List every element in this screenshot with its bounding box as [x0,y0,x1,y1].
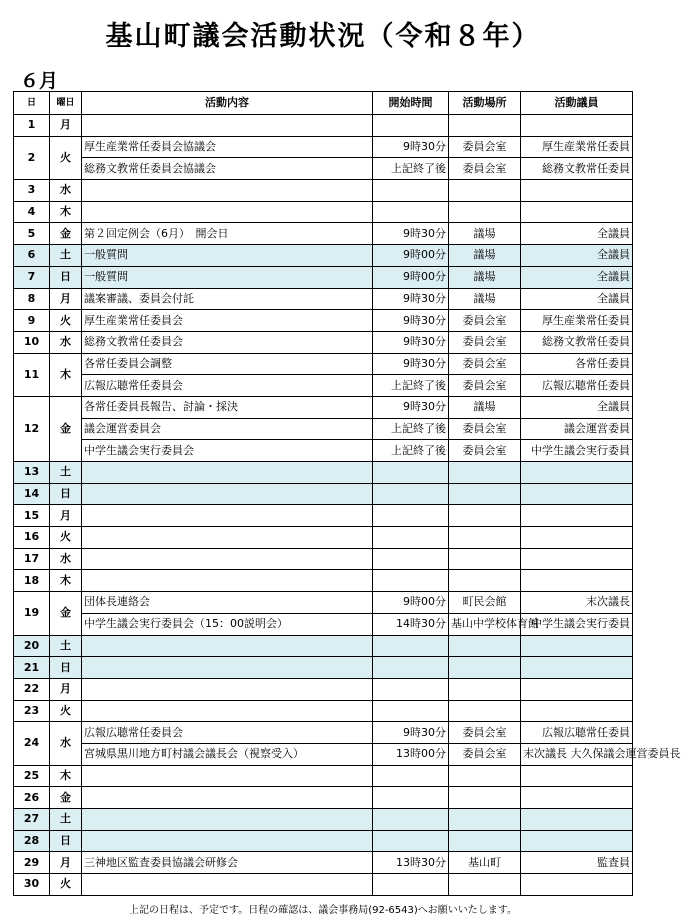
weekday-cell: 土 [50,245,82,267]
activity-cell [82,787,373,809]
activity-cell: 各常任委員長報告、討論・採決 [82,396,373,418]
place-cell: 議場 [449,288,521,310]
schedule-table [13,91,681,896]
members-cell: 総務文教常任委員 [521,331,633,353]
place-cell [449,787,521,809]
place-cell [449,678,521,700]
activity-cell: 厚生産業常任委員会協議会 [82,136,373,158]
activity-cell [82,765,373,787]
table-row [14,830,633,852]
activity-cell [82,115,373,137]
activity-cell: 総務文教常任委員会協議会 [82,158,373,180]
header-row [14,92,633,115]
weekday-cell: 月 [50,288,82,310]
activity-cell: 中学生議会実行委員会（15：00説明会） [82,613,373,635]
place-cell [449,201,521,223]
day-cell: 3 [14,180,50,202]
table-row [14,310,633,332]
table-row [14,678,633,700]
start-time-cell: 9時00分 [373,245,449,267]
members-cell: 中学生議会実行委員 [521,440,633,462]
members-cell: 全議員 [521,266,633,288]
members-cell: 議会運営委員 [521,418,633,440]
table-row [14,765,633,787]
start-time-cell [373,201,449,223]
day-cell: 19 [14,592,50,635]
place-cell: 委員会室 [449,743,521,765]
table-row [14,743,633,765]
activity-cell [82,570,373,592]
members-cell [521,527,633,549]
day-cell: 26 [14,787,50,809]
place-cell: 議場 [449,245,521,267]
weekday-cell: 火 [50,136,82,179]
place-cell: 議場 [449,396,521,418]
start-time-cell [373,830,449,852]
place-cell [449,635,521,657]
table-row [14,483,633,505]
start-time-cell [373,548,449,570]
table-row [14,418,633,440]
weekday-cell: 水 [50,548,82,570]
members-cell [521,115,633,137]
weekday-cell: 火 [50,874,82,896]
place-cell [449,483,521,505]
weekday-cell: 土 [50,809,82,831]
day-cell: 27 [14,809,50,831]
activity-cell [82,635,373,657]
start-time-cell [373,809,449,831]
place-cell [449,180,521,202]
activity-cell: 宮城県黒川地方町村議会議長会（視察受入） [82,743,373,765]
weekday-cell: 火 [50,310,82,332]
start-time-cell: 9時30分 [373,396,449,418]
start-time-cell [373,874,449,896]
members-cell: 全議員 [521,396,633,418]
members-cell: 監査員 [521,852,633,874]
start-time-cell: 上記終了後 [373,418,449,440]
weekday-cell: 火 [50,700,82,722]
table-row [14,288,633,310]
members-cell [521,548,633,570]
table-row [14,809,633,831]
weekday-cell: 木 [50,201,82,223]
weekday-cell: 水 [50,331,82,353]
start-time-cell [373,505,449,527]
start-time-cell [373,180,449,202]
place-cell [449,830,521,852]
start-time-cell: 9時30分 [373,288,449,310]
start-time-cell: 9時30分 [373,353,449,375]
activity-cell: 一般質問 [82,266,373,288]
table-row [14,505,633,527]
day-cell: 20 [14,635,50,657]
weekday-cell: 土 [50,462,82,484]
activity-cell: 中学生議会実行委員会 [82,440,373,462]
table-row [14,874,633,896]
start-time-cell: 9時30分 [373,223,449,245]
place-cell: 基山町 [449,852,521,874]
start-time-cell [373,787,449,809]
table-row [14,245,633,267]
day-cell: 18 [14,570,50,592]
members-cell [521,657,633,679]
members-cell [521,678,633,700]
header-activity: 活動内容 [82,92,373,115]
members-cell: 厚生産業常任委員 [521,136,633,158]
activity-cell: 広報広聴常任委員会 [82,722,373,744]
members-cell: 広報広聴常任委員 [521,375,633,397]
members-cell: 全議員 [521,223,633,245]
activity-cell: 三神地区監査委員協議会研修会 [82,852,373,874]
header-place: 活動場所 [449,92,521,115]
day-cell: 24 [14,722,50,765]
members-cell [521,787,633,809]
activity-cell [82,505,373,527]
day-cell: 28 [14,830,50,852]
members-cell [521,462,633,484]
activity-cell [82,874,373,896]
members-cell [521,505,633,527]
start-time-cell: 上記終了後 [373,158,449,180]
activity-cell: 総務文教常任委員会 [82,331,373,353]
activity-cell: 一般質問 [82,245,373,267]
table-row [14,570,633,592]
table-row [14,223,633,245]
place-cell: 委員会室 [449,310,521,332]
place-cell [449,505,521,527]
weekday-cell: 日 [50,657,82,679]
activity-cell: 議案審議、委員会付託 [82,288,373,310]
members-cell [521,830,633,852]
day-cell: 7 [14,266,50,288]
members-cell: 全議員 [521,245,633,267]
activity-cell [82,830,373,852]
members-cell [521,700,633,722]
start-time-cell: 13時30分 [373,852,449,874]
place-cell [449,527,521,549]
place-cell: 議場 [449,266,521,288]
day-cell: 25 [14,765,50,787]
place-cell [449,809,521,831]
day-cell: 13 [14,462,50,484]
day-cell: 2 [14,136,50,179]
day-cell: 23 [14,700,50,722]
table-row [14,657,633,679]
place-cell [449,765,521,787]
day-cell: 12 [14,396,50,461]
members-cell: 厚生産業常任委員 [521,310,633,332]
table-row [14,613,633,635]
activity-cell: 議会運営委員会 [82,418,373,440]
table-row [14,787,633,809]
start-time-cell [373,635,449,657]
start-time-cell [373,462,449,484]
start-time-cell: 上記終了後 [373,440,449,462]
start-time-cell [373,657,449,679]
table-row [14,136,633,158]
start-time-cell: 14時30分 [373,613,449,635]
place-cell: 委員会室 [449,375,521,397]
day-cell: 5 [14,223,50,245]
members-cell [521,483,633,505]
table-row [14,592,633,614]
activity-cell: 広報広聴常任委員会 [82,375,373,397]
place-cell [449,657,521,679]
table-row [14,180,633,202]
weekday-cell: 土 [50,635,82,657]
table-row [14,158,633,180]
weekday-cell: 月 [50,852,82,874]
activity-cell: 各常任委員会調整 [82,353,373,375]
weekday-cell: 木 [50,765,82,787]
activity-cell [82,548,373,570]
members-cell: 各常任委員 [521,353,633,375]
day-cell: 10 [14,331,50,353]
members-cell [521,635,633,657]
day-cell: 15 [14,505,50,527]
table-row [14,548,633,570]
day-cell: 21 [14,657,50,679]
start-time-cell: 上記終了後 [373,375,449,397]
day-cell: 8 [14,288,50,310]
start-time-cell [373,570,449,592]
members-cell: 末次議長 [521,592,633,614]
members-cell: 全議員 [521,288,633,310]
place-cell [449,874,521,896]
activity-cell: 団体長連絡会 [82,592,373,614]
place-cell: 委員会室 [449,722,521,744]
header-members: 活動議員 [521,92,633,115]
table-row [14,396,633,418]
activity-cell [82,657,373,679]
activity-cell [82,483,373,505]
day-cell: 4 [14,201,50,223]
weekday-cell: 日 [50,830,82,852]
weekday-cell: 金 [50,592,82,635]
activity-cell [82,700,373,722]
weekday-cell: 日 [50,483,82,505]
day-cell: 11 [14,353,50,396]
table-row [14,527,633,549]
weekday-cell: 水 [50,180,82,202]
start-time-cell: 9時30分 [373,722,449,744]
start-time-cell: 9時30分 [373,136,449,158]
table-row [14,266,633,288]
activity-cell: 厚生産業常任委員会 [82,310,373,332]
place-cell: 委員会室 [449,353,521,375]
weekday-cell: 水 [50,722,82,765]
activity-cell [82,462,373,484]
header-weekday: 曜日 [50,92,82,115]
members-cell: 中学生議会実行委員 [521,613,633,635]
table-row [14,852,633,874]
place-cell: 議場 [449,223,521,245]
weekday-cell: 月 [50,505,82,527]
activity-cell [82,527,373,549]
weekday-cell: 日 [50,266,82,288]
day-cell: 22 [14,678,50,700]
activity-cell [82,201,373,223]
start-time-cell: 9時00分 [373,592,449,614]
table-row [14,331,633,353]
members-cell [521,765,633,787]
start-time-cell [373,678,449,700]
start-time-cell [373,115,449,137]
weekday-cell: 火 [50,527,82,549]
members-cell [521,809,633,831]
weekday-cell: 月 [50,115,82,137]
table-row [14,353,633,375]
start-time-cell [373,700,449,722]
day-cell: 30 [14,874,50,896]
members-cell [521,570,633,592]
start-time-cell: 13時00分 [373,743,449,765]
place-cell: 委員会室 [449,158,521,180]
place-cell [449,548,521,570]
members-cell: 総務文教常任委員 [521,158,633,180]
activity-cell [82,678,373,700]
start-time-cell: 9時30分 [373,331,449,353]
table-row [14,201,633,223]
place-cell: 基山中学校体育館 [449,613,521,635]
weekday-cell: 木 [50,570,82,592]
members-cell [521,874,633,896]
place-cell [449,115,521,137]
weekday-cell: 月 [50,678,82,700]
day-cell: 29 [14,852,50,874]
day-cell: 17 [14,548,50,570]
members-cell: 広報広聴常任委員 [521,722,633,744]
table-row [14,115,633,137]
place-cell [449,570,521,592]
table-row [14,722,633,744]
activity-cell [82,809,373,831]
weekday-cell: 木 [50,353,82,396]
day-cell: 1 [14,115,50,137]
day-cell: 14 [14,483,50,505]
members-cell: 末次議長 大久保議会運営委員長 [521,743,633,765]
table-row [14,440,633,462]
month-label: ６月 [20,70,59,92]
header-start: 開始時間 [373,92,449,115]
members-cell [521,201,633,223]
day-cell: 16 [14,527,50,549]
start-time-cell [373,765,449,787]
members-cell [521,180,633,202]
day-cell: 6 [14,245,50,267]
place-cell: 委員会室 [449,136,521,158]
place-cell: 町民会館 [449,592,521,614]
start-time-cell [373,527,449,549]
place-cell [449,462,521,484]
place-cell [449,700,521,722]
activity-cell [82,180,373,202]
table-row [14,462,633,484]
day-cell: 9 [14,310,50,332]
activity-cell: 第２回定例会（6月） 開会日 [82,223,373,245]
header-day: 日 [14,92,50,115]
table-row [14,375,633,397]
table-row [14,700,633,722]
start-time-cell [373,483,449,505]
page-title: 基山町議会活動状況（令和８年） [105,21,541,52]
place-cell: 委員会室 [449,440,521,462]
place-cell: 委員会室 [449,331,521,353]
weekday-cell: 金 [50,396,82,461]
start-time-cell: 9時30分 [373,310,449,332]
place-cell: 委員会室 [449,418,521,440]
weekday-cell: 金 [50,223,82,245]
weekday-cell: 金 [50,787,82,809]
table-row [14,635,633,657]
footer-note: 上記の日程は、予定です。日程の確認は、議会事務局(92-6543)へお願いいたします。 [129,905,517,916]
start-time-cell: 9時00分 [373,266,449,288]
